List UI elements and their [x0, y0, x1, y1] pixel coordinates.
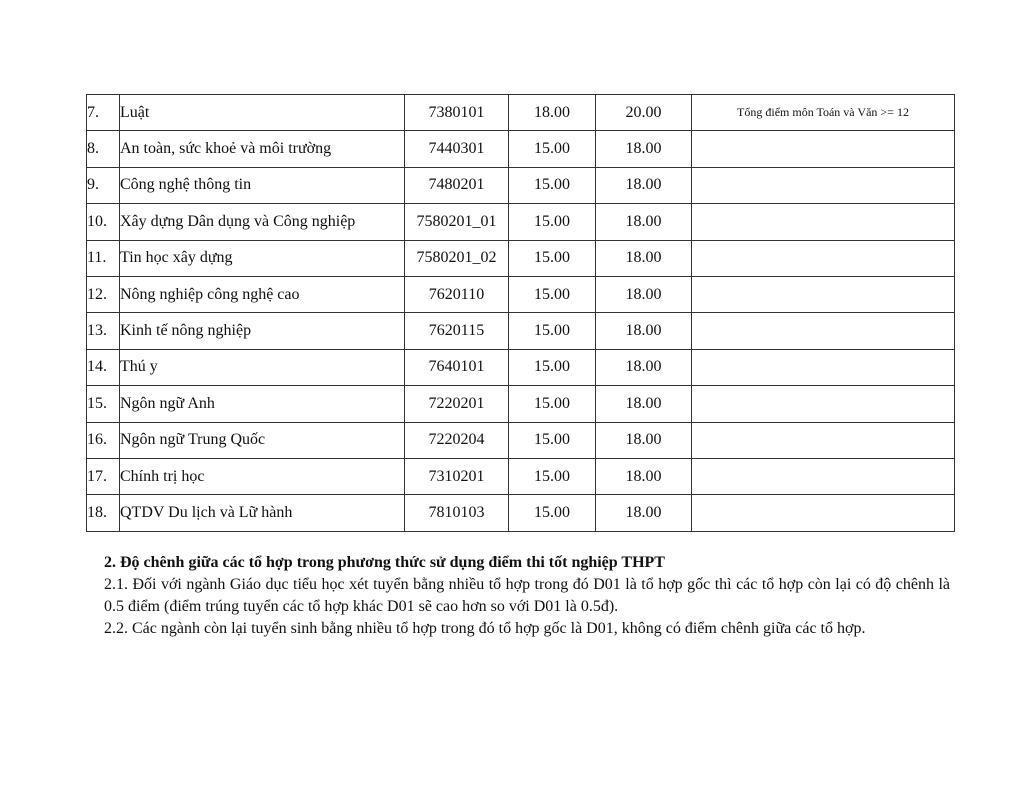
- row-number: 12.: [87, 276, 120, 312]
- note-cell: [692, 422, 955, 458]
- row-number: 13.: [87, 313, 120, 349]
- table-row: [87, 386, 955, 422]
- table-row: [87, 131, 955, 167]
- score-cell-2: 18.00: [596, 240, 692, 276]
- score-cell-2: 20.00: [596, 95, 692, 131]
- score-cell-1: 15.00: [509, 167, 596, 203]
- major-code: 7220204: [405, 422, 509, 458]
- row-number: 15.: [87, 386, 120, 422]
- major-name: Xây dựng Dân dụng và Công nghiệp: [120, 204, 405, 240]
- major-name: Ngôn ngữ Anh: [120, 386, 405, 422]
- note-paragraph-2: 2.2. Các ngành còn lại tuyển sinh bằng nhiều tổ hợp trong đó tổ hợp gốc là D01, không có điểm chênh giữa các tổ hợp.: [104, 620, 866, 637]
- table-row: [87, 458, 955, 494]
- note-cell: [692, 204, 955, 240]
- score-cell-2: 18.00: [596, 276, 692, 312]
- score-cell-1: 15.00: [509, 458, 596, 494]
- score-cell-2: 18.00: [596, 131, 692, 167]
- row-number: 18.: [87, 495, 120, 531]
- note-cell: [692, 276, 955, 312]
- table-row: [87, 276, 955, 312]
- section-heading: 2. Độ chênh giữa các tổ hợp trong phương thức sử dụng điểm thi tốt nghiệp THPT: [104, 554, 665, 571]
- table-row: [87, 95, 955, 131]
- row-number: 16.: [87, 422, 120, 458]
- row-number: 14.: [87, 349, 120, 385]
- major-code: 7810103: [405, 495, 509, 531]
- major-name: Nông nghiệp công nghệ cao: [120, 276, 405, 312]
- table-row: [87, 313, 955, 349]
- major-code: 7580201_01: [405, 204, 509, 240]
- note-cell: [692, 458, 955, 494]
- row-number: 17.: [87, 458, 120, 494]
- note-cell: [692, 495, 955, 531]
- score-cell-1: 15.00: [509, 313, 596, 349]
- note-cell: [692, 131, 955, 167]
- major-code: 7480201: [405, 167, 509, 203]
- score-cell-1: 15.00: [509, 204, 596, 240]
- major-code: 7620110: [405, 276, 509, 312]
- major-name: Tin học xây dựng: [120, 240, 405, 276]
- table-row: [87, 240, 955, 276]
- major-code: 7380101: [405, 95, 509, 131]
- table-row: [87, 167, 955, 203]
- table-row: [87, 495, 955, 531]
- score-cell-1: 15.00: [509, 495, 596, 531]
- score-cell-2: 18.00: [596, 386, 692, 422]
- table-row: [87, 422, 955, 458]
- score-cell-2: 18.00: [596, 349, 692, 385]
- note-cell: [692, 349, 955, 385]
- score-cell-1: 15.00: [509, 276, 596, 312]
- table-row: [87, 349, 955, 385]
- score-cell-2: 18.00: [596, 422, 692, 458]
- note-cell: [692, 240, 955, 276]
- major-name: Công nghệ thông tin: [120, 167, 405, 203]
- major-name: Luật: [120, 95, 405, 131]
- admission-score-table: [86, 94, 955, 532]
- table-body: [87, 95, 955, 532]
- row-number: 8.: [87, 131, 120, 167]
- score-cell-1: 15.00: [509, 349, 596, 385]
- major-code: 7440301: [405, 131, 509, 167]
- score-cell-2: 18.00: [596, 313, 692, 349]
- score-cell-1: 15.00: [509, 240, 596, 276]
- row-number: 11.: [87, 240, 120, 276]
- note-cell: Tổng điểm môn Toán và Văn >= 12: [692, 95, 955, 131]
- score-cell-2: 18.00: [596, 458, 692, 494]
- major-code: 7310201: [405, 458, 509, 494]
- major-code: 7220201: [405, 386, 509, 422]
- score-cell-1: 18.00: [509, 95, 596, 131]
- score-cell-1: 15.00: [509, 422, 596, 458]
- major-name: Thú y: [120, 349, 405, 385]
- major-name: Kinh tế nông nghiệp: [120, 313, 405, 349]
- score-cell-2: 18.00: [596, 204, 692, 240]
- score-cell-1: 15.00: [509, 386, 596, 422]
- table-row: [87, 204, 955, 240]
- major-name: Chính trị học: [120, 458, 405, 494]
- score-cell-2: 18.00: [596, 167, 692, 203]
- major-name: Ngôn ngữ Trung Quốc: [120, 422, 405, 458]
- note-paragraph-1: 2.1. Đối với ngành Giáo dục tiểu học xét tuyển bằng nhiều tổ hợp trong đó D01 là tổ hợp gốc thì các tổ hợp còn lại có độ chênh là 0.5 điểm (điểm trúng tuyển các tổ hợp khác D01 sẽ cao hơn so với D01 là 0.5đ).: [104, 576, 950, 615]
- major-name: An toàn, sức khoẻ và môi trường: [120, 131, 405, 167]
- row-number: 10.: [87, 204, 120, 240]
- score-cell-2: 18.00: [596, 495, 692, 531]
- score-cell-1: 15.00: [509, 131, 596, 167]
- notes-section: [104, 552, 950, 640]
- row-number: 9.: [87, 167, 120, 203]
- row-number: 7.: [87, 95, 120, 131]
- note-cell: [692, 313, 955, 349]
- major-code: 7620115: [405, 313, 509, 349]
- major-name: QTDV Du lịch và Lữ hành: [120, 495, 405, 531]
- major-code: 7640101: [405, 349, 509, 385]
- note-cell: [692, 167, 955, 203]
- major-code: 7580201_02: [405, 240, 509, 276]
- note-cell: [692, 386, 955, 422]
